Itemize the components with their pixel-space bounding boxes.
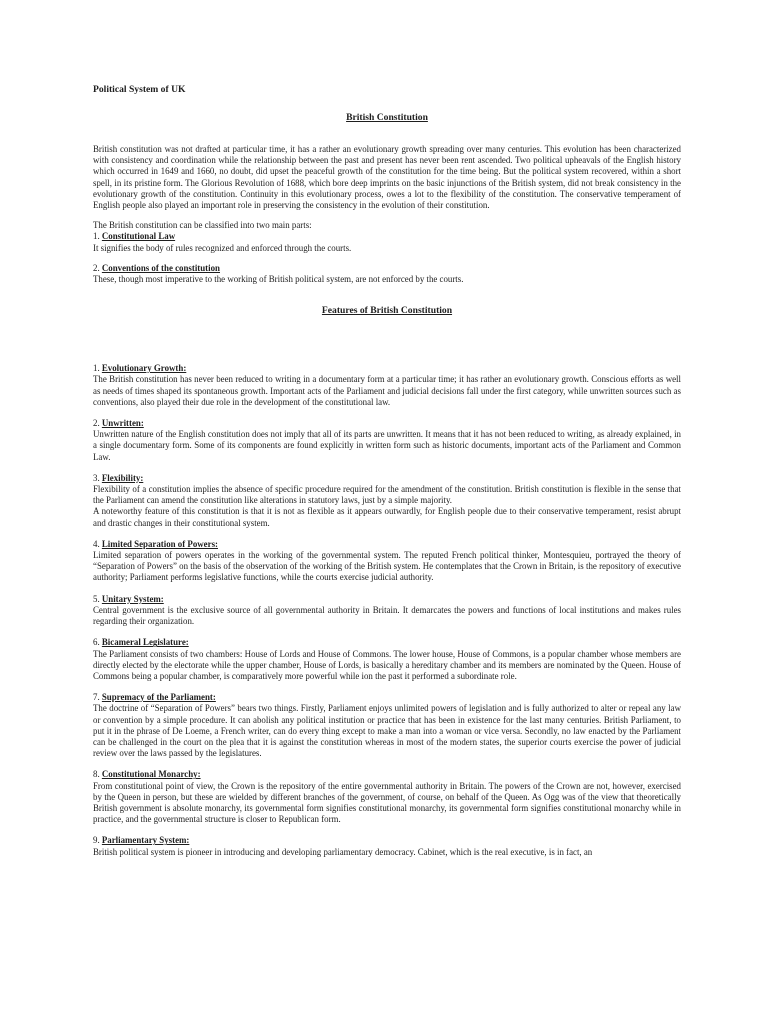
document-body [93,84,681,858]
feature-heading: 8. Constitutional Monarchy: [93,769,201,780]
feature-label: Unitary System: [101,593,164,604]
intro-paragraph: British constitution was not drafted at particular time, it has a rather an evolutionary growth spreading over many centuries. This evolution has been characterized with consistency and coordination while the relationship between the past and present has never been rent ascended. Two political upheavals of the English history which occurred in 1649 and 1660, no doubt, did upset the peaceful growth of the constitution for the time being. But the political system recovered, within a short spell, in its pristine form. The Glorious Revolution of 1688, which bore deep imprints on the basic injunctions of the British system, did not break consistency in the evolutionary growth of the constitution. Continuity in this evolutionary process, owes a lot to the flexibility of the constitution. The conservative temperament of English people also played an important role in preserving the consistency in the evolution of their constitution. [93,144,681,211]
feature-text: British political system is pioneer in introducing and developing parliamentary democracy. Cabinet, which is the real executive, is in fact, an [93,846,593,857]
part-label: Constitutional Law [101,231,176,242]
section-heading-british-constitution: British Constitution [346,112,428,123]
feature-text: Unwritten nature of the English constitution does not imply that all of its parts are unwritten. It means that it has not been reduced to writing, as already explained, in a single documentary form. Some of its components are found explicitly in written form such as historic documents, important acts of the Parliament and Common Law. [93,429,681,462]
feature-heading: 6. Bicameral Legislature: [93,637,189,648]
feature-label: Constitutional Monarchy: [101,769,201,780]
feature-text: From constitutional point of view, the Crown is the repository of the entire governmental authority in Britain. The powers of the Crown are not, however, exercised by the Queen in person, but these are wielded by different branches of the government, of course, on behalf of the Queen. As Ogg was of the view that theoretically British government is absolute monarchy, its governmental form signifies constitutional monarchy, its governmental form signifies constitutional monarchy while in practice, and the governmental structure is closer to Republican form. [93,780,681,825]
feature-heading: 2. Unwritten: [93,418,144,429]
feature-label: Flexibility: [101,472,144,483]
feature-heading: 4. Limited Separation of Powers: [93,538,218,549]
feature-text: The doctrine of “Separation of Powers” bears two things. Firstly, Parliament enjoys unlimited powers of legislation and is fully authorized to alter or repeal any law or convention by a simple procedure. It can abolish any political institution or practice that has been in existence for the last many centuries. British Parliament, to put it in the phrase of De Loeme, a French writer, can do every thing except to make a man into a woman or vice versa. Secondly, no law enacted by the Parliament can be challenged in the court on the plea that it is against the constitution whereas in most of the modern states, the superior courts exercise the power of judicial review over the laws passed by the legislatures. [93,703,681,759]
parts-intro: The British constitution can be classified into two main parts: [93,220,312,231]
feature-text: The Parliament consists of two chambers: House of Lords and House of Commons. The lower house, House of Commons, is a popular chamber whose members are directly elected by the electorate while the upper chamber, House of Lords, is basically a hereditary chamber and its members are nominated by the Queen. House of Commons being a popular chamber, is comparatively more powerful while ion the past it performed a subordinate role. [93,648,681,681]
feature-label: Limited Separation of Powers: [101,538,218,549]
part-text: It signifies the body of rules recognized and enforced through the courts. [93,242,352,253]
feature-heading: 5. Unitary System: [93,593,164,604]
feature-label: Parliamentary System: [101,835,190,846]
feature-text-continued: A noteworthy feature of this constitution is that it is not as flexible as it appears outwardly, for English people due to their conservative temperament, resist abrupt and drastic changes in their constitutional system. [93,506,681,528]
part-text: These, though most imperative to the working of British political system, are not enforced by the courts. [93,274,464,285]
part-label: Conventions of the constitution [101,262,220,273]
feature-text: Central government is the exclusive source of all governmental authority in Britain. It demarcates the powers and functions of local institutions and makes rules regarding their organization. [93,604,681,627]
part-heading: 2. Conventions of the constitution [93,262,220,273]
feature-label: Supremacy of the Parliament: [101,692,216,703]
document-title: Political System of UK [93,84,186,95]
feature-heading: 9. Parliamentary System: [93,835,190,846]
part-heading: 1. Constitutional Law [93,231,176,242]
feature-text: The British constitution has never been reduced to writing in a documentary form at a particular time; it has rather an evolutionary growth. Conscious efforts as well as needs of times shaped its spontaneous growth. Important acts of the Parliament and judicial decisions fall under the first category, while unwritten sources such as conventions, also played their due role in the development of the constitutional law. [93,374,681,407]
feature-label: Unwritten: [101,418,144,429]
feature-label: Bicameral Legislature: [101,637,189,648]
feature-text: Limited separation of powers operates in the working of the governmental system. The reputed French political thinker, Montesquieu, portrayed the theory of “Separation of Powers” on the basis of the observation of the working of the British system. He contemplates that the Crown in Britain, is the repository of executive authority; Parliament performs legislative functions, while the courts exercise judicial authority. [93,550,681,583]
feature-heading: 3. Flexibility: [93,472,144,483]
feature-heading: 1. Evolutionary Growth: [93,363,187,374]
feature-text: Flexibility of a constitution implies the absence of specific procedure required for the amendment of the constitution. British constitution is flexible in the sense that the Parliament can amend the constitution like alterations in statutory laws, just by a simple majority. [93,484,681,506]
feature-heading: 7. Supremacy of the Parliament: [93,692,216,703]
feature-label: Evolutionary Growth: [101,363,187,374]
section-heading-features: Features of British Constitution [321,305,453,317]
